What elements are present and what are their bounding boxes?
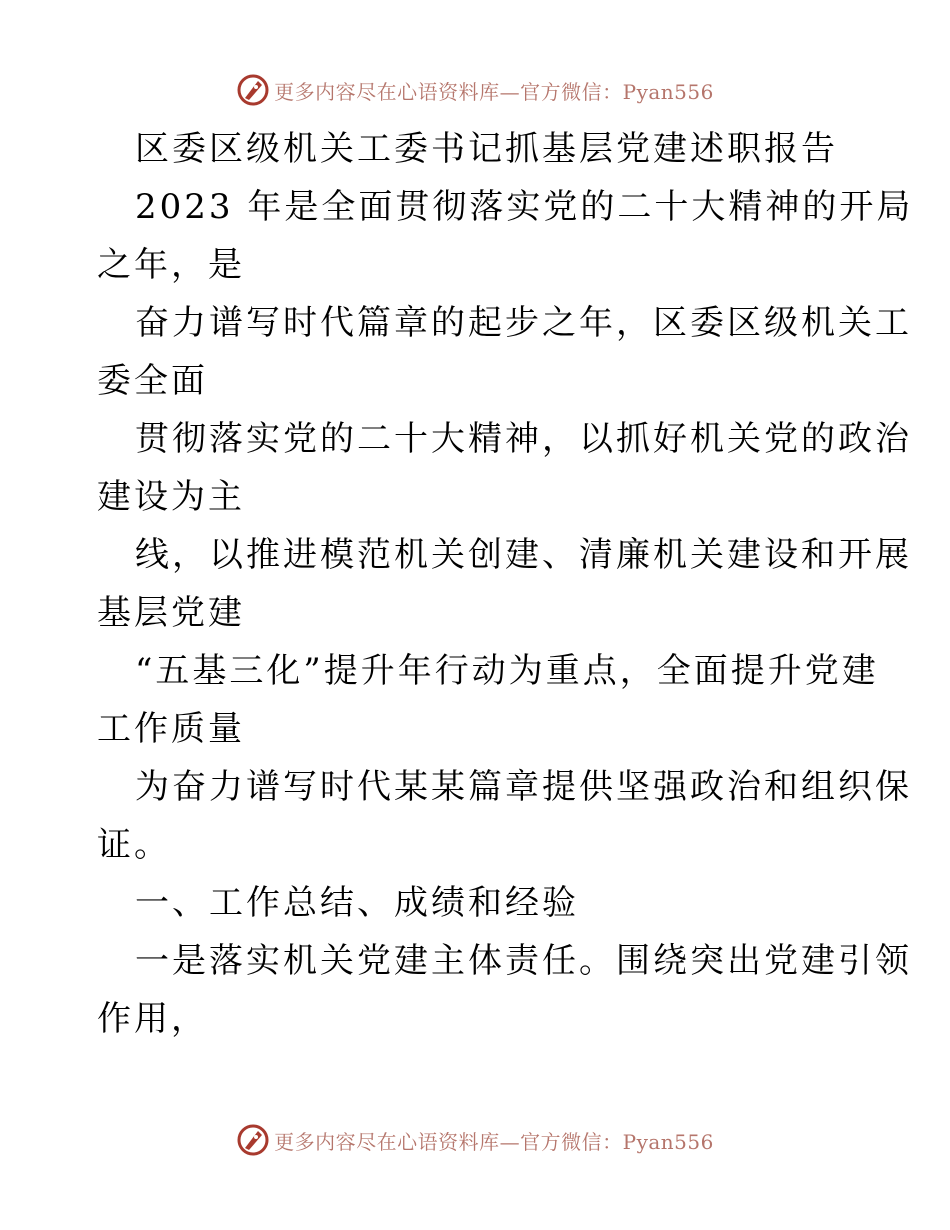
document-title: 区委区级机关工委书记抓基层党建述职报告 [135,129,838,169]
section-heading: 一、工作总结、成绩和经验 [135,883,579,923]
pen-nib-logo-icon [236,1123,270,1157]
footer-watermark-text: 更多内容尽在心语资料库—官方微信：Pyan556 [274,1129,714,1154]
paragraph-line: 线，以推进模范机关创建、清廉机关建设和开展 [135,535,912,575]
paragraph-line: 作用， [97,999,208,1039]
pen-nib-logo-icon [236,73,270,107]
paragraph-line: 一是落实机关党建主体责任。围绕突出党建引领 [135,941,912,981]
paragraph-line: 建设为主 [97,477,245,517]
paragraph-line: 2023 年是全面贯彻落实党的二十大精神的开局 [135,187,914,227]
paragraph-line: 委全面 [97,361,208,401]
paragraph-line: “五基三化”提升年行动为重点，全面提升党建 [135,651,879,691]
paragraph-line: 证。 [97,825,171,865]
paragraph-line: 之年，是 [97,245,245,285]
document-body [97,120,914,1048]
footer-watermark-banner [0,1120,950,1160]
header-watermark-banner [0,70,950,110]
paragraph-line: 为奋力谱写时代某某篇章提供坚强政治和组织保 [135,767,912,807]
paragraph-line: 基层党建 [97,593,245,633]
paragraph-line: 工作质量 [97,709,245,749]
paragraph-line: 贯彻落实党的二十大精神，以抓好机关党的政治 [135,419,912,459]
header-watermark-text: 更多内容尽在心语资料库—官方微信：Pyan556 [274,79,714,104]
paragraph-line: 奋力谱写时代篇章的起步之年，区委区级机关工 [135,303,912,343]
